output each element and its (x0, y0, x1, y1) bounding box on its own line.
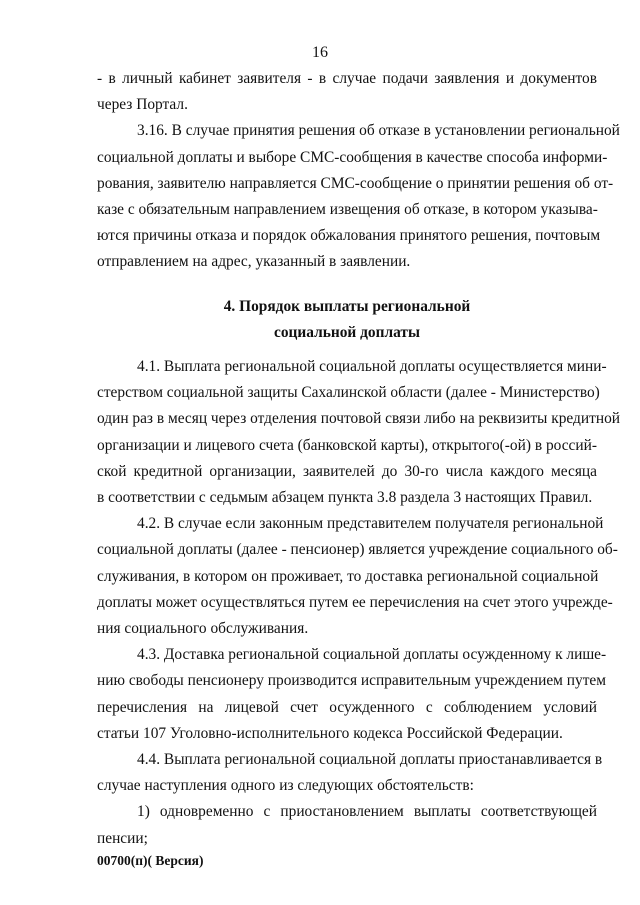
paragraph (97, 118, 620, 275)
text-line: казе с обязательным направлением извещения об отказе, в котором указыва- (97, 201, 598, 219)
text-line: нию свободы пенсионеру производится исправительным учреждением путем (97, 672, 607, 690)
paragraph (97, 747, 603, 799)
text-line: организации и лицевого счета (банковской карты), открытого(-ой) в россий- (97, 436, 597, 454)
footer-version: 00700(п)( Версия) (97, 853, 204, 868)
paragraph (97, 66, 597, 118)
text-line: случае наступления одного из следующих обстоятельств: (97, 777, 474, 795)
text-line: ются причины отказа и порядок обжалования принятого решения, почтовым (97, 227, 601, 245)
text-line: 4.1. Выплата региональной социальной доплаты осуществляется мини- (137, 358, 607, 376)
text-line: отправлением на адрес, указанный в заявлении. (97, 253, 411, 271)
text-line: стерством социальной защиты Сахалинской области (далее - Министерство) (97, 384, 600, 402)
text-line: один раз в месяц через отделения почтовой связи либо на реквизиты кредитной (97, 410, 620, 428)
text-line: социальной доплаты и выборе СМС-сообщения в качестве способа информи- (97, 148, 608, 166)
text-line: - в личный кабинет заявителя - в случае подачи заявления и документов (97, 70, 597, 87)
text-line: служивания, в котором он проживает, то доставка региональной социальной (97, 567, 599, 585)
text-line: 4.4. Выплата региональной социальной доплаты приостанавливается в (137, 751, 603, 769)
paragraph (97, 642, 607, 747)
document-body (97, 66, 620, 852)
paragraph (97, 799, 597, 851)
paragraph (97, 354, 620, 511)
section-heading-line: 4. Порядок выплаты региональной (223, 297, 471, 315)
page-number: 16 (312, 44, 328, 61)
text-line: в соответствии с седьмым абзацем пункта 3.8 раздела 3 настоящих Правил. (97, 489, 593, 507)
text-line: 3.16. В случае принятия решения об отказе в установлении региональной (137, 122, 620, 140)
text-line: доплаты может осуществляться путем ее перечисления на счет этого учрежде- (97, 593, 613, 611)
section-heading-line: социальной доплаты (273, 323, 420, 341)
text-line: 4.2. В случае если законным представителем получателя региональной (137, 515, 604, 533)
paragraph (97, 511, 618, 642)
section-paragraphs (97, 354, 620, 852)
text-line: ской кредитной организации, заявителей до 30-го числа каждого месяца (97, 462, 597, 480)
text-line: рования, заявителю направляется СМС-сообщение о принятии решения об от- (97, 174, 614, 192)
text-line: 1) одновременно с приостановлением выплаты соответствующей (137, 803, 597, 821)
text-line: статьи 107 Уголовно-исполнительного кодекса Российской Федерации. (97, 724, 563, 742)
text-line: перечисления на лицевой счет осужденного с соблюдением условий (97, 698, 597, 716)
text-line: через Портал. (97, 96, 188, 114)
text-line: ния социального обслуживания. (97, 620, 309, 638)
text-line: пенсии; (97, 829, 148, 847)
text-line: 4.3. Доставка региональной социальной доплаты осужденному к лише- (137, 646, 607, 664)
top-paragraphs (97, 66, 620, 276)
section-heading (97, 294, 597, 346)
text-line: социальной доплаты (далее - пенсионер) является учреждение социального об- (97, 541, 618, 559)
